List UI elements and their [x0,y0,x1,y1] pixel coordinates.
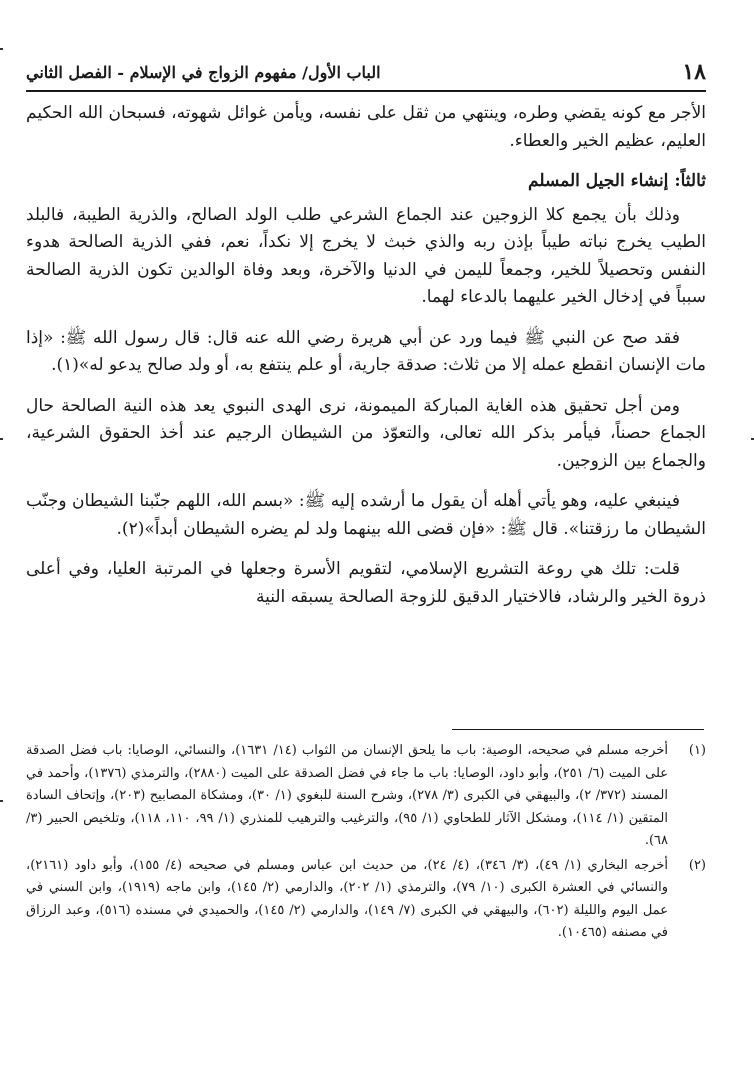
paragraph: وذلك بأن يجمع كلا الزوجين عند الجماع الشرعي طلب الولد الصالح، والذرية الطيبة، فالبلد الطيب يخرج نباته طيباً بإذن ربه والذي خبث لا يخرج إلا نكداً، نعم، ففي الذرية الصالحة هدوء النفس وتحصيلاً للخير، وجمعاً لليمن في الدنيا والآخرة، وبعد وفاة الوالدين تكون الذرية الصالحة سبباً في إدخال الخير عليهما بالدعاء لهما. [26,204,706,307]
footnote [26,740,706,853]
footnote [26,855,706,945]
scan-edge-mark [0,438,3,440]
footnote-text: أخرجه مسلم في صحيحه، الوصية: باب ما يلحق الإنسان من الثواب (١٤/ ١٦٣١)، والنسائي، الوصايا: باب فضل الصدقة على الميت (٦/ ٢٥١)، وأبو داود، الوصايا: باب ما جاء في فضل الصدقة على الميت (٢٨٨٠)، والترمذي (١٣٧٦)، وأحمد في المسند (٣٧٢/ ٢)، والبيهقي في الكبرى (٣/ ٢٧٨)، وشرح السنة للبغوي (١/ ٣٠)، ومشكاة المصابيح (٢٠٣)، وإتحاف السادة المتقين (١/ ١١٤)، ومشكل الآثار للطحاوي (١/ ٩٥)، والترغيب والترهيب للمنذري (١/ ٩٩، ١١٠، ١١٨)، وتلخيص الحبير (٣/ ٦٨). [26,743,669,848]
main-text [26,100,706,624]
footnote-separator [452,729,704,730]
scan-edge-mark [0,800,3,802]
running-title: الباب الأول/ مفهوم الزواج في الإسلام - الفصل الثاني [26,62,381,82]
paragraph: فينبغي عليه، وهو يأتي أهله أن يقول ما أرشده إليه ﷺ: «بسم الله، اللهم جنّبنا الشيطان وجنّب الشيطان ما رزقتنا». قال ﷺ: «فإن قضى الله بينهما ولد لم يضره الشيطان أبداً»(٢). [26,491,706,539]
page-header [26,58,706,86]
footnote-number: (٢) [688,857,706,873]
header-rule [26,90,706,92]
footnote-number: (١) [688,743,706,758]
scan-edge-mark [0,48,3,50]
section-heading: ثالثاً: إنشاء الجيل المسلم [528,171,706,191]
paragraph: ومن أجل تحقيق هذه الغاية المباركة الميمونة، نرى الهدى النبوي يعد هذه النية الصالحة حال الجماع حصناً، فيأمر بذكر الله تعالى، والتعوّذ من الشيطان الرجيم عند أخذ الحقوق الشرعية، والجماع بين الزوجين. [26,395,706,471]
paragraph: الأجر مع كونه يقضي وطره، وينتهي من ثقل على نفسه، ويأمن غوائل شهوته، فسبحان الله الحكيم العليم، عظيم الخير والعطاء. [26,103,706,151]
footnote-text: أخرجه البخاري (١/ ٤٩)، (٣/ ٣٤٦)، (٤/ ٢٤)، من حديث ابن عباس ومسلم في صحيحه (٤/ ١٥٥)، وأبو داود (٢١٦١)، والنسائي في العشرة الكبرى (١٠/ ٧٩)، والترمذي (١/ ٢٠٢)، والدارمي (٢/ ١٤٥)، وابن ماجه (١٩١٩)، وابن السني في عمل اليوم والليلة (٦٠٢)، والبيهقي في الكبرى (٧/ ١٤٩)، والدارمي (٢/ ١٤٥)، والحميدي في مسنده (٥١٦)، وعبد الرزاق في مصنفه (١٠٤٦٥). [26,857,669,940]
paragraph: قلت: تلك هي روعة التشريع الإسلامي، لتقويم الأسرة وجعلها في المرتبة العليا، وفي أعلى ذروة الخير والرشاد، فالاختيار الدقيق للزوجة الصالحة يسبقه النية [26,559,706,607]
footnotes [26,740,706,947]
page-number: ١٨ [682,59,706,85]
paragraph: فقد صح عن النبي ﷺ فيما ورد عن أبي هريرة رضي الله عنه قال: قال رسول الله ﷺ: «إذا مات الإنسان انقطع عمله إلا من ثلاث: صدقة جارية، أو علم ينتفع به، أو ولد صالح يدعو له»(١). [26,327,706,375]
